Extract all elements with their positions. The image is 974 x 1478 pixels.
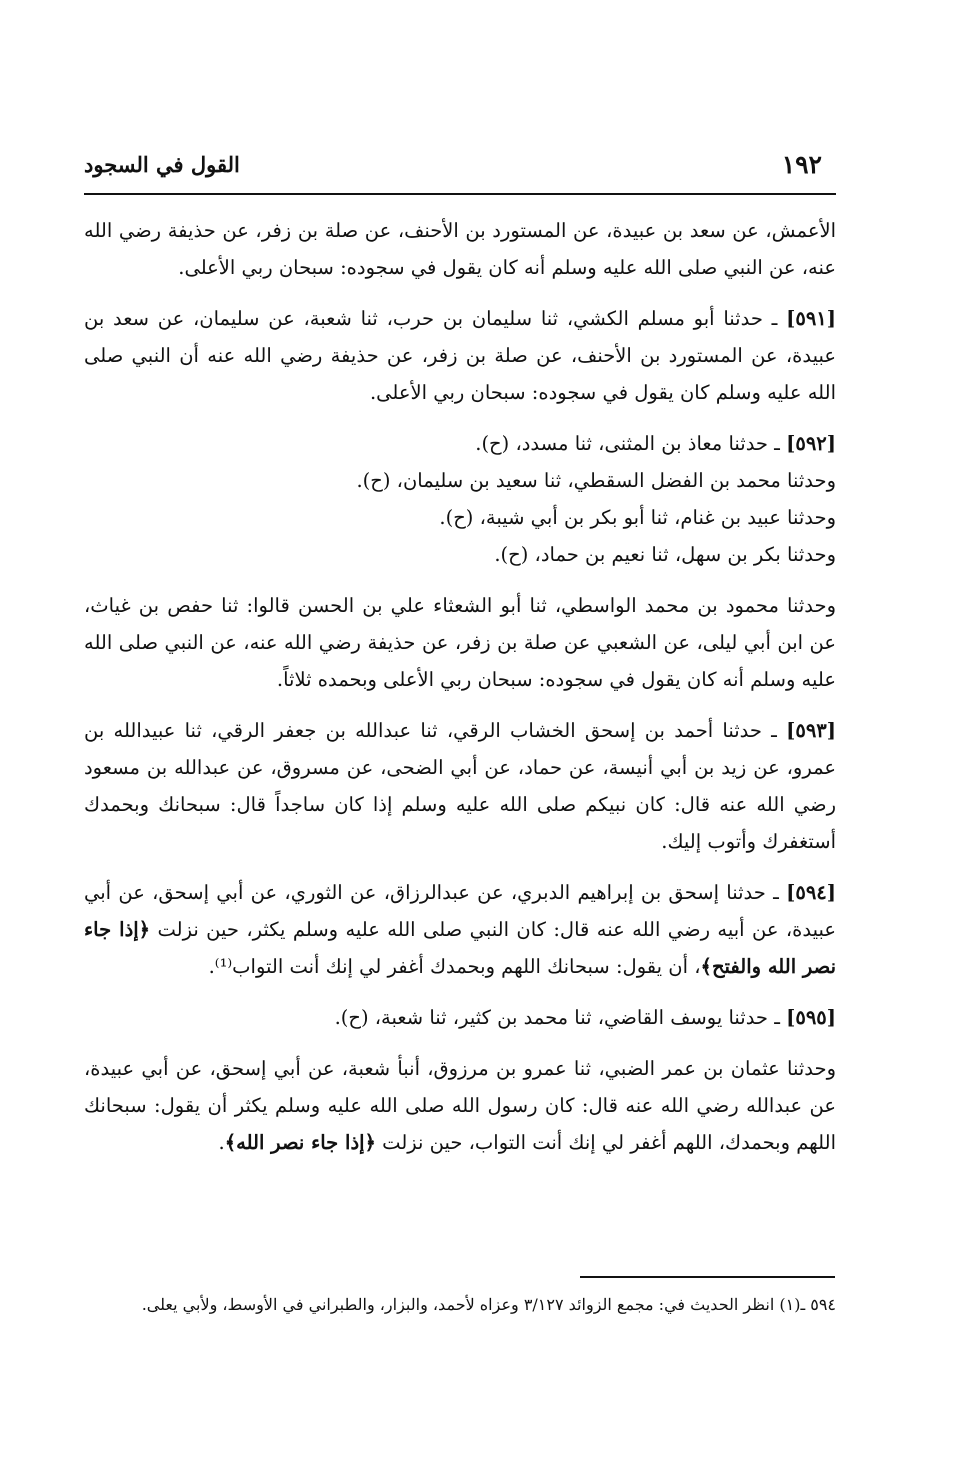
paragraph-text: ، أن يقول: سبحانك اللهم وبحمدك أغفر لي إنك أنت التواب⁽¹⁾. <box>208 955 701 978</box>
header-rule <box>84 193 836 195</box>
hadith-number: [٥٩٣] <box>786 719 836 742</box>
hadith-595 <box>84 999 836 1036</box>
paragraph-text: ـ حدثنا يوسف القاضي، ثنا محمد بن كثير، ثنا شعبة، (ح). <box>334 1006 787 1029</box>
hadith-593 <box>84 712 836 860</box>
quran-quote: ﴿إذا جاء نصر الله والفتح﴾ <box>84 918 836 978</box>
page-number: ١٩٢ <box>781 150 822 179</box>
paragraph-text: الأعمش، عن سعد بن عبيدة، عن المستورد بن الأحنف، عن صلة بن زفر، عن حذيفة رضي الله عنه، عن النبي صلى الله عليه وسلم أنه كان يقول في سجوده: سبحان ربي الأعلى. <box>84 219 836 279</box>
paragraph-text: وحدثنا بكر بن سهل، ثنا نعيم بن حماد، (ح). <box>494 543 836 566</box>
hadith-594 <box>84 874 836 985</box>
paragraph-text: ـ حدثنا إسحق بن إبراهيم الدبري، عن عبدالرزاق، عن الثوري، عن أبي إسحق، عن أبي عبيدة، عن أبيه رضي الله عنه قال: كان النبي صلى الله عليه وسلم يكثر، حين نزلت <box>84 881 837 941</box>
paragraph <box>84 587 836 698</box>
hadith-number: [٥٩٥] <box>786 1006 836 1029</box>
running-title: القول في السجود <box>84 152 240 177</box>
hadith-number: [٥٩٢] <box>786 432 836 455</box>
quran-quote: ﴿إذا جاء نصر الله﴾ <box>224 1131 376 1154</box>
chain-line <box>84 462 836 499</box>
paragraph <box>84 1050 836 1161</box>
paragraph-text: ـ حدثنا أبو مسلم الكشي، ثنا سليمان بن حرب، ثنا شعبة، عن سليمان، عن سعد بن عبيدة، عن المستورد بن الأحنف، عن صلة بن زفر، عن حذيفة رضي الله عنه أن النبي صلى الله عليه وسلم كان يقول في سجوده: سبحان ربي الأعلى. <box>84 307 836 404</box>
hadith-number: [٥٩١] <box>786 307 836 330</box>
paragraph-text: . <box>218 1131 225 1154</box>
paragraph-text: وحدثنا محمد بن الفضل السقطي، ثنا سعيد بن سليمان، (ح). <box>356 469 836 492</box>
footnote-rule <box>580 1276 835 1278</box>
paragraph-text: وحدثنا عثمان بن عمر الضبي، ثنا عمرو بن مرزوق، أنبأ شعبة، عن أبي إسحق، عن أبي عبيدة، عن عبدالله رضي الله عنه قال: كان رسول الله صلى الله عليه وسلم يكثر أن يقول: سبحانك اللهم وبحمدك، اللهم أغفر لي إنك أنت التواب، حين نزلت <box>84 1057 836 1154</box>
paragraph-text: ـ حدثنا أحمد بن إسحق الخشاب الرقي، ثنا عبدالله بن جعفر الرقي، ثنا عبيدالله بن عمرو، عن زيد بن أبي أنيسة، عن حماد، عن أبي الضحى، عن مسروق، عن عبدالله بن مسعود رضي الله عنه قال: كان نبيكم صلى الله عليه وسلم إذا كان ساجداً قال: سبحانك وبحمدك أستغفرك وأتوب إليك. <box>84 719 836 853</box>
hadith-592 <box>84 425 836 462</box>
chain-line <box>84 499 836 536</box>
paragraph <box>84 212 836 286</box>
footnote: ٥٩٤ ـ(١) انظر الحديث في: مجمع الزوائد ٣/١٢٧ وعزاه لأحمد، والبزار، والطبراني في الأوسط، ولأبي يعلى. <box>141 1295 836 1314</box>
page-header <box>84 150 836 192</box>
hadith-number: [٥٩٤] <box>786 881 836 904</box>
main-text <box>84 212 836 1175</box>
paragraph-text: وحدثنا محمود بن محمد الواسطي، ثنا أبو الشعثاء علي بن الحسن قالوا: ثنا حفص بن غياث، عن ابن أبي ليلى، عن الشعبي عن صلة بن زفر، عن حذيفة رضي الله عنه، عن النبي صلى الله عليه وسلم أنه كان يقول في سجوده: سبحان ربي الأعلى وبحمده ثلاثاً. <box>84 594 836 691</box>
hadith-591 <box>84 300 836 411</box>
chain-line <box>84 536 836 573</box>
paragraph-text: وحدثنا عبيد بن غنام، ثنا أبو بكر بن أبي شيبة، (ح). <box>439 506 836 529</box>
paragraph-text: ـ حدثنا معاذ بن المثنى، ثنا مسدد، (ح). <box>475 432 787 455</box>
